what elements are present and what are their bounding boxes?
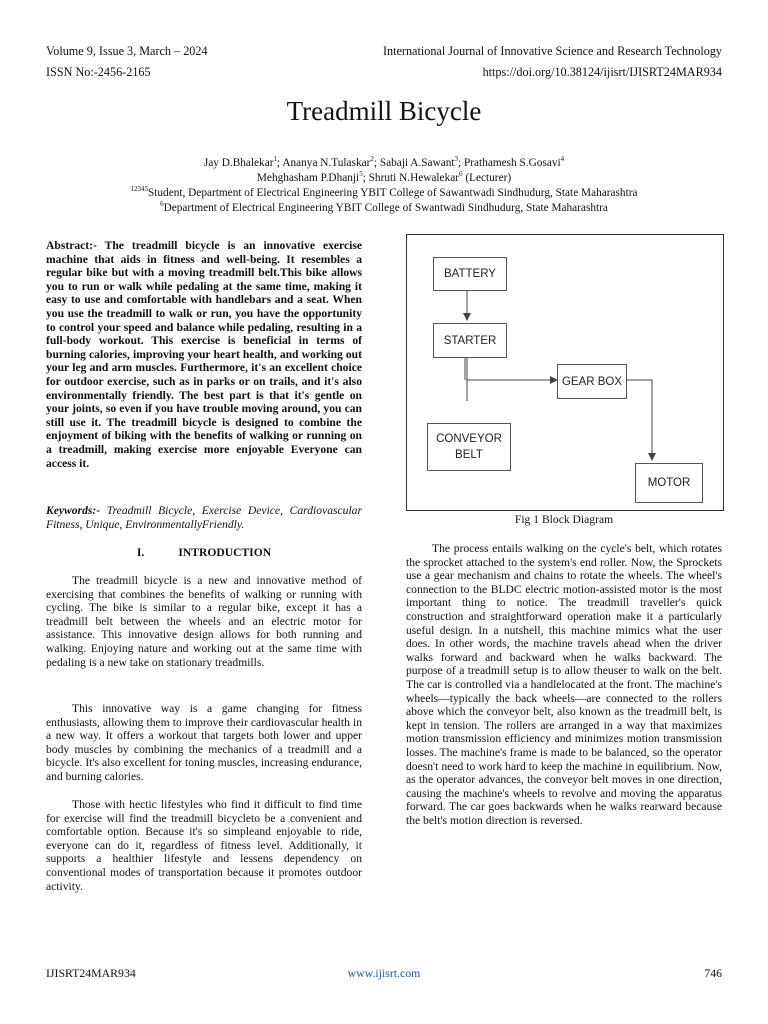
line-starter-gearbox <box>467 357 557 380</box>
conveyor-line-2: BELT <box>455 449 483 461</box>
keywords <box>46 504 362 531</box>
paragraph-text: This innovative way is a game changing for fitness enthusiasts, allowing them to improve their cardiovascular health in a new way. It offers a workout that targets both lower and upper body muscles by combining the mechanics of a treadmill and a bicycle. It's also excellent for toning muscles, increasing endurance, and burning calories. <box>46 702 362 783</box>
section-number: I. <box>136 546 145 559</box>
author-sup: 6 <box>459 170 463 178</box>
journal-name: International Journal of Innovative Science and Research Technology <box>382 44 722 58</box>
block-diagram <box>406 234 724 511</box>
intro-paragraph-3 <box>46 798 362 893</box>
conveyor-belt-block <box>427 423 511 471</box>
paragraph-text: Those with hectic lifestyles who find it difficult to find time for exercise will find the treadmill bicycleto be a convenient and comfortable option. Because it's so simpleand enjoyable to ride, everyone can do it, regardless of fitness level. Additionally, it supports a healthier lifestyle and lessens dependency on conventional modes of transportation because it promotes outdoor activity. <box>46 798 362 893</box>
author-name: ; Ananya N.Tulaskar <box>276 156 371 169</box>
affiliation-text: Department of Electrical Engineering YBIT College of Swantwadi Sindhudurg, State Maharashtra <box>163 201 608 214</box>
journal-volume: Volume 9, Issue 3, March – 2024 <box>46 44 208 58</box>
journal-doi[interactable]: https://doi.org/10.38124/ijisrt/IJISRT24MAR934 <box>482 65 722 79</box>
author-sup: 3 <box>454 155 459 163</box>
paper-title: Treadmill Bicycle <box>286 96 482 126</box>
abstract: Abstract:- The treadmill bicycle is an innovative exercise machine that aids in fitness and well-being. It resembles a regular bike but with a moving treadmill belt.This bike allows you to run or walk while pedaling at the same time, making it easy to use and comfortable with handlebars and a seat. When you use the treadmill to walk or run, you have the opportunity to control your speed and balance while pedaling, resulting in a full-body workout. This exercise is beneficial in terms of burning calories, improving your heart health, and working out your leg and arm muscles. Furthermore, it's an excellent choice for outdoor exercise, such as in parks or on trails, and it's also environmentally friendly. The best part is that it's gentle on your joints, so even if you have trouble moving around, you can still use it. The treadmill bicycle is designed to combine the enjoyment of biking with the benefits of walking or running on a treadmill, making exercise more enjoyable Everyone can access it. <box>46 239 362 470</box>
affiliation-sup: 6 <box>160 200 164 208</box>
motor-block: MOTOR <box>635 463 703 503</box>
battery-block: BATTERY <box>433 257 507 291</box>
author-sup: 2 <box>370 155 374 163</box>
footer-website-link[interactable]: www.ijisrt.com <box>347 966 421 980</box>
intro-paragraph-2 <box>46 702 362 784</box>
author-sup: 5 <box>359 170 363 178</box>
keywords-label: Keywords:- <box>46 504 101 517</box>
figure-caption: Fig 1 Block Diagram <box>514 513 614 526</box>
author-name: Mehghasham P.Dhanji <box>256 171 360 184</box>
author-name: ; Prathamesh S.Gosavi <box>458 156 561 169</box>
affiliation-text: Student, Department of Electrical Engineering YBIT College of Sawantwadi Sindhudurg, State Maharashtra <box>147 186 638 199</box>
journal-issn: ISSN No:-2456-2165 <box>46 65 151 79</box>
author-sup: 4 <box>560 155 565 163</box>
starter-block: STARTER <box>433 323 507 358</box>
arrow-gearbox-motor <box>625 380 652 460</box>
author-role: (Lecturer) <box>462 171 512 184</box>
author-sup: 1 <box>273 155 277 163</box>
paragraph-text: The process entails walking on the cycle's belt, which rotates the sprocket attached to the system's end roller. Now, the Sprockets use a gear mechanism and chains to rotate the wheels. The wheel's connection to the BLDC electric motion-assisted motor is the most important thing to notice. The treadmill traveller's quick construction and straightforward operation make it a particularly useful design. In a nutshell, this machine mimics what the user does. In other words, the machine travels ahead when the driver walks forward and backward when he walks backward. The purpose of a treadmill setup is to allow theuser to walk on the belt. The car is controlled via a handlelocated at the front. The machine's wheels—typically the back wheels—are connected to the rollers above which the conveyor belt, also known as the treadmill belt, is kept in tension. The rollers are arranged in a way that maximizes motion transmission efficiency and minimizes motion transmission losses. The machine's frame is made to be balanced, so the operator doesn't need to work hard to keep the machine in equilibrium. Now, as the operator advances, the conveyor belt moves in one direction, causing the machine's wheels to revolve and moving the apparatus forward. The car goes backwards when he walks rearward because the belt's motion direction is reversed. <box>406 542 722 827</box>
section-heading <box>46 546 362 559</box>
gearbox-block: GEAR BOX <box>557 364 627 399</box>
author-name: Jay D.Bhalekar <box>203 156 274 169</box>
conveyor-line-1: CONVEYOR <box>436 433 502 445</box>
process-paragraph <box>406 542 722 827</box>
author-name: ; Shruti N.Hewalekar <box>362 171 459 184</box>
page-number: 746 <box>704 966 722 980</box>
affiliation-sup: 12345 <box>130 185 148 193</box>
author-name: ; Sabaji A.Sawant <box>373 156 455 169</box>
intro-paragraph-1 <box>46 574 362 669</box>
keywords-text: Treadmill Bicycle, Exercise Device, Cardiovascular Fitness, Unique, EnvironmentallyFriendly. <box>46 504 362 531</box>
affiliation-2 <box>0 197 768 216</box>
footer-id: IJISRT24MAR934 <box>46 966 136 980</box>
section-title: INTRODUCTION <box>178 546 272 559</box>
paragraph-text: The treadmill bicycle is a new and innovative method of exercising that combines the benefits of walking or running with cycling. The bike is similar to a regular bike, except it has a treadmill belt between the wheels and an electric motor for assistance. This innovative design allows for both running and walking. Enjoying nature and working out at the same time with pedaling is a new take on stationary treadmills. <box>46 574 362 669</box>
